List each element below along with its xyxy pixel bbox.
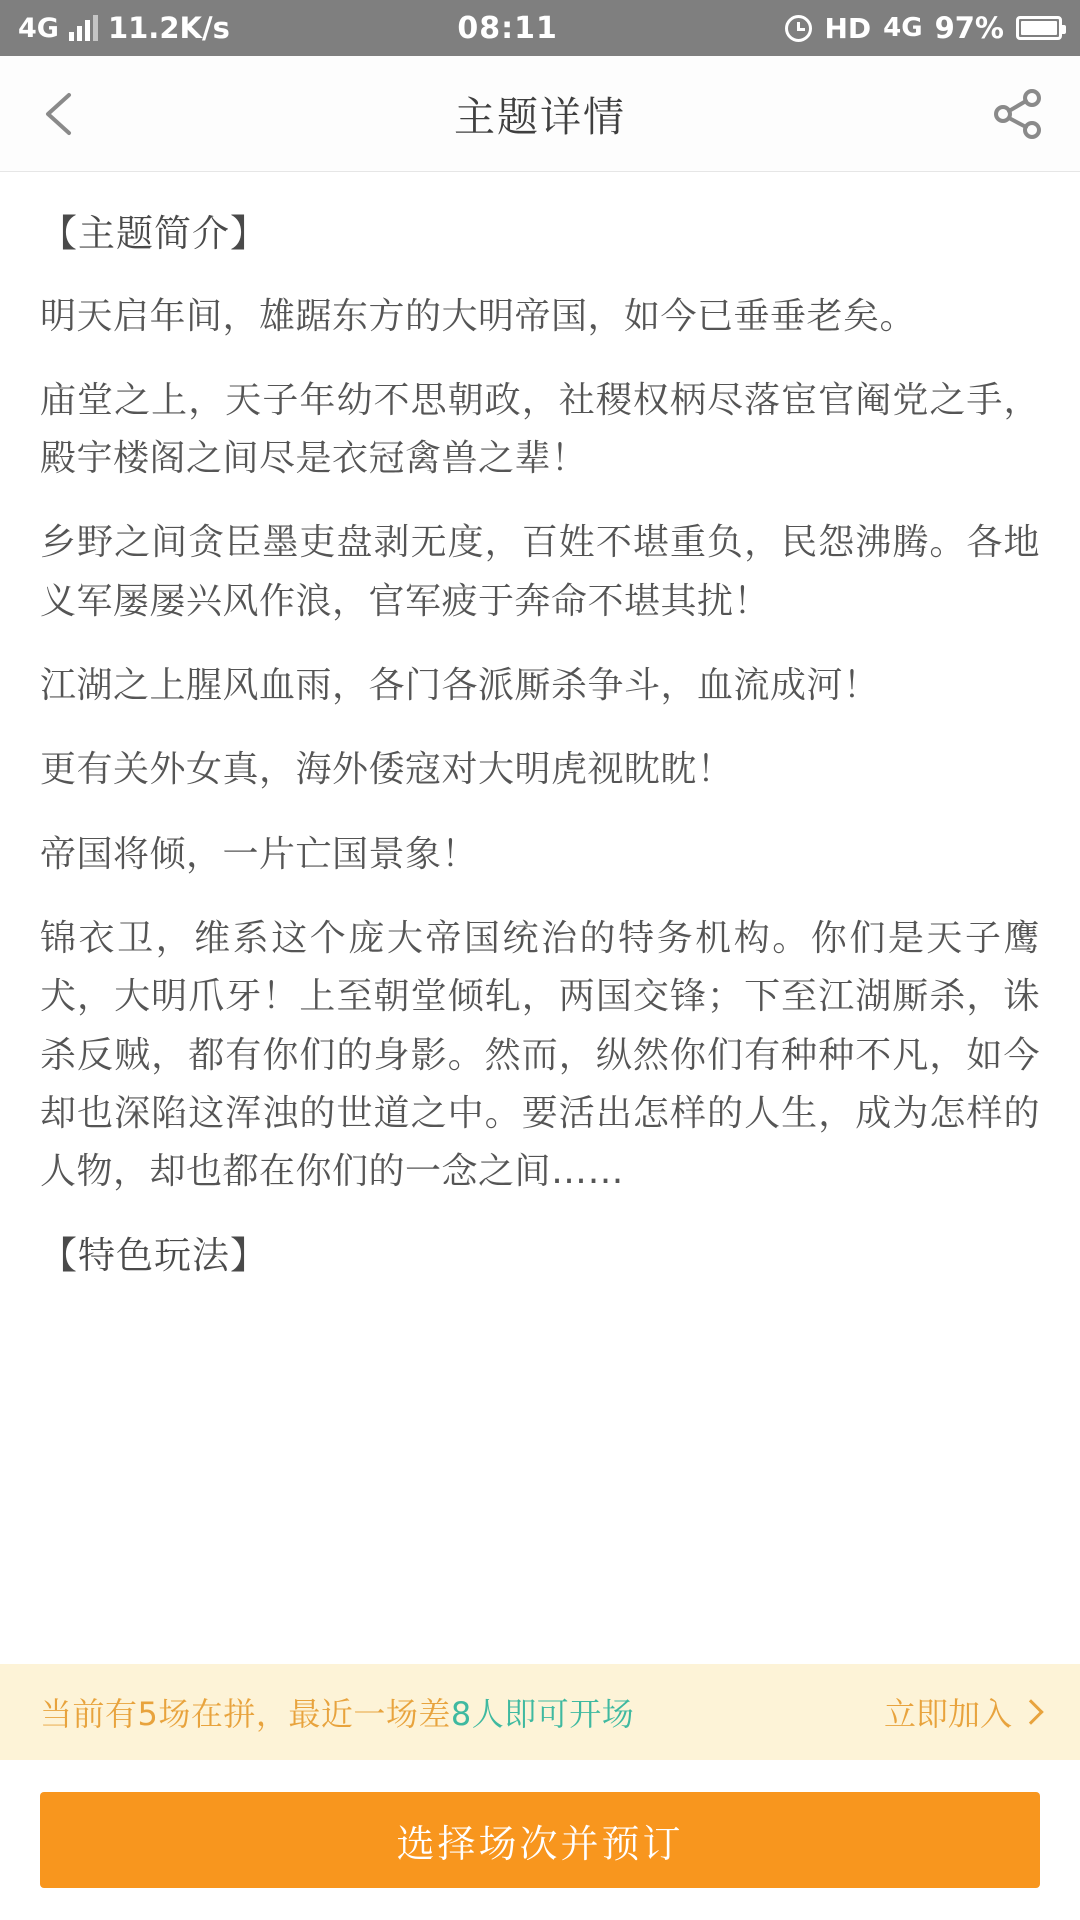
intro-heading: 【主题简介】 <box>40 212 268 255</box>
page-title: 主题详情 <box>454 93 626 141</box>
join-banner-count: 8 <box>450 1695 472 1733</box>
hd-label: HD <box>824 11 872 45</box>
join-now-label: 立即加入 <box>883 1695 1012 1733</box>
status-bar <box>0 0 1080 56</box>
join-banner-text-after: 人即可开场 <box>471 1695 635 1733</box>
join-banner-text-before: 当前有5场在拼，最近一场差 <box>40 1695 451 1733</box>
intro-paragraph: 江湖之上腥风血雨，各门各派厮杀争斗，血流成河！ <box>40 665 880 707</box>
clock-label: 08:11 <box>457 10 558 46</box>
intro-paragraph: 乡野之间贪臣墨吏盘剥无度，百姓不堪重负，民怨沸腾。各地义军屡屡兴风作浪，官军疲于奔命不堪其扰！ <box>40 522 1040 622</box>
select-session-and-book-button[interactable]: 选择场次并预订 <box>40 1792 1040 1888</box>
intro-paragraph: 庙堂之上，天子年幼不思朝政，社稷权柄尽落宦官阉党之手，殿宇楼阁之间尽是衣冠禽兽之辈！ <box>40 379 1040 480</box>
battery-icon <box>1016 16 1062 40</box>
battery-percent-label: 97% <box>934 11 1004 45</box>
join-banner-text <box>40 1689 634 1735</box>
data-network-icon: 4G <box>883 13 923 43</box>
status-bar-right <box>785 11 1062 45</box>
signal-bars-icon <box>69 15 98 41</box>
intro-paragraph: 更有关外女真，海外倭寇对大明虎视眈眈！ <box>40 749 734 791</box>
bottom-bar <box>0 1760 1080 1920</box>
join-now-button[interactable] <box>884 1689 1040 1735</box>
status-bar-left <box>18 11 230 45</box>
chevron-right-icon <box>1018 1699 1043 1724</box>
network-speed-label: 11.2K/s <box>107 11 230 45</box>
share-icon[interactable] <box>990 86 1046 142</box>
theme-detail-content <box>0 172 1080 1663</box>
join-session-banner[interactable] <box>0 1664 1080 1760</box>
feature-heading: 【特色玩法】 <box>40 1233 268 1277</box>
intro-paragraph: 锦衣卫，维系这个庞大帝国统治的特务机构。你们是天子鹰犬，大明爪牙！上至朝堂倾轧，两国交锋；下至江湖厮杀，诛杀反贼，都有你们的身影。然而，纵然你们有种种不凡，如今却也深陷这浑浊的世道之中。要活出怎样的人生，成为怎样的人物，却也都在你们的一念之间…… <box>40 918 1040 1193</box>
network-type-label: 4G <box>18 12 59 44</box>
app-bar <box>0 56 1080 172</box>
alarm-icon <box>785 15 812 42</box>
intro-paragraph: 明天启年间，雄踞东方的大明帝国，如今已垂垂老矣。 <box>40 295 917 337</box>
intro-paragraph: 帝国将倾，一片亡国景象！ <box>40 833 479 875</box>
